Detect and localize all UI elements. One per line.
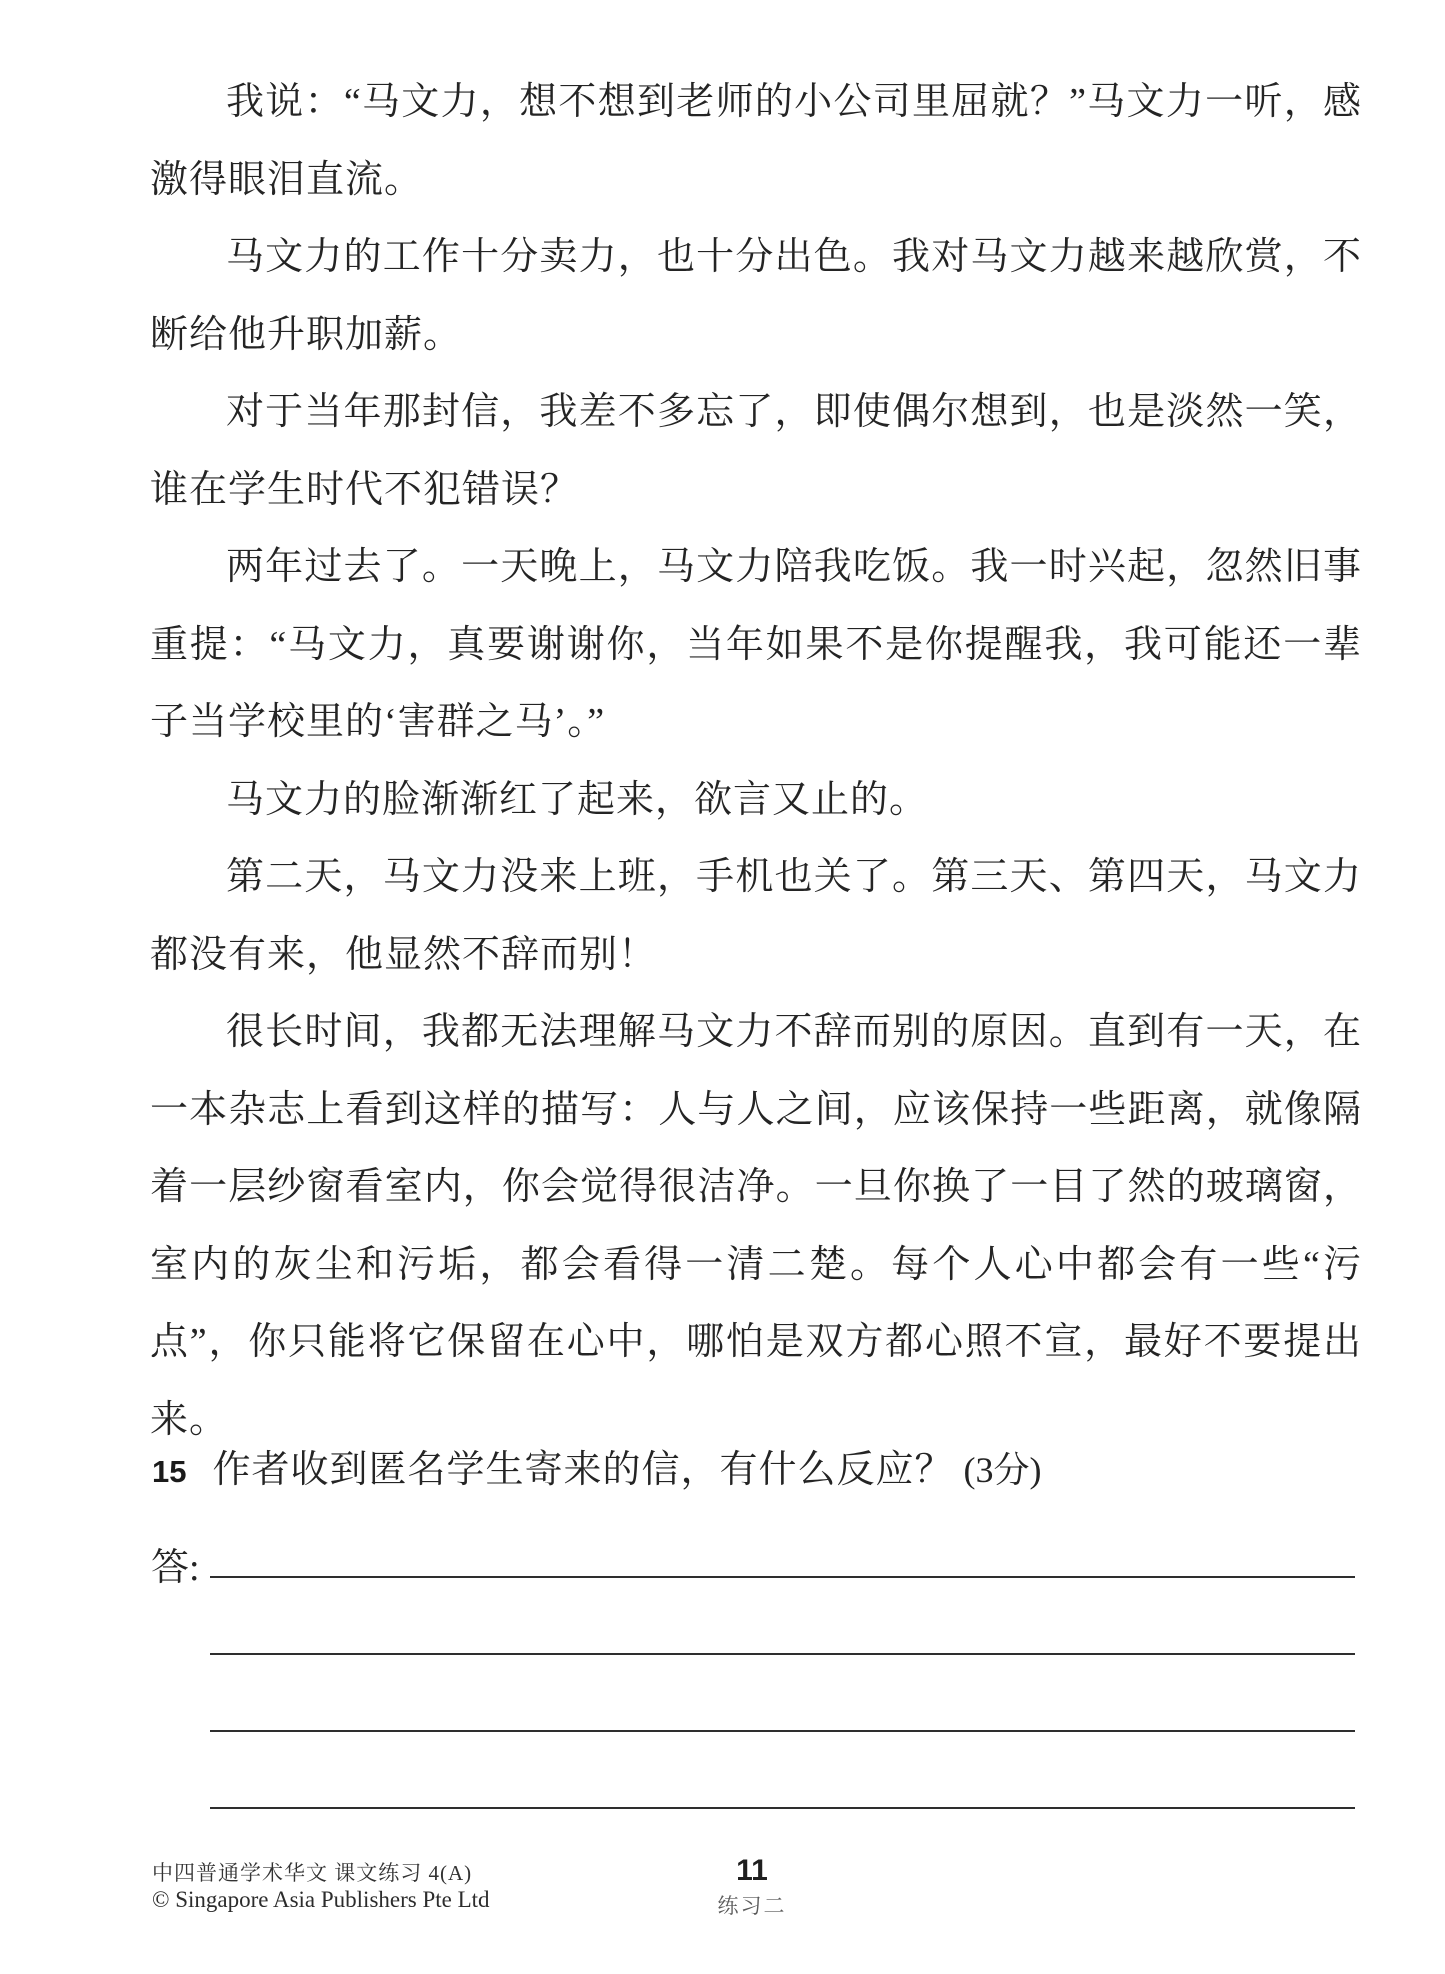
answer-line[interactable] (210, 1653, 1355, 1655)
footer-section-label: 练习二 (717, 1894, 787, 1918)
question-text: 作者收到匿名学生寄来的信，有什么反应？ (212, 1449, 954, 1491)
answer-line[interactable] (210, 1807, 1355, 1809)
answer-lines (210, 1576, 1355, 1887)
footer-copyright: © Singapore Asia Publishers Pte Ltd (152, 1887, 490, 1913)
answer-line[interactable] (210, 1730, 1355, 1732)
question-number: 15 (152, 1454, 187, 1489)
answer-line[interactable] (210, 1576, 1355, 1578)
passage-paragraph: 很长时间，我都无法理解马文力不辞而别的原因。直到有一天，在一本杂志上看到这样的描写：人与人之间，应该保持一些距离，就像隔着一层纱窗看室内，你会觉得很洁净。一旦你换了一目了然的玻璃窗，室内的灰尘和污垢，都会看得一清二楚。每个人心中都会有一些“污点”，你只能将它保留在心中，哪怕是双方都心照不宣，最好不要提出来。 (150, 1011, 1362, 1441)
footer-page-block (718, 1856, 787, 1920)
passage-paragraph: 马文力的工作十分卖力，也十分出色。我对马文力越来越欣赏，不断给他升职加薪。 (150, 236, 1362, 356)
question-marks: (3分) (963, 1450, 1042, 1490)
footer-book-title: 中四普通学术华文 课文练习 4(A) (152, 1861, 473, 1885)
passage-paragraph: 马文力的脸渐渐红了起来，欲言又止的。 (226, 778, 929, 821)
reading-passage (150, 64, 1362, 1459)
passage-paragraph: 第二天，马文力没来上班，手机也关了。第三天、第四天，马文力都没有来，他显然不辞而别！ (150, 856, 1362, 976)
footer-publisher-block (152, 1860, 490, 1915)
passage-paragraph: 两年过去了。一天晚上，马文力陪我吃饭。我一时兴起，忽然旧事重提：“马文力，真要谢谢你，当年如果不是你提醒我，我可能还一辈子当学校里的‘害群之马’。” (150, 546, 1362, 743)
page-number: 11 (736, 1854, 768, 1887)
question-15 (152, 1438, 1372, 1493)
passage-paragraph: 对于当年那封信，我差不多忘了，即使偶尔想到，也是淡然一笑，谁在学生时代不犯错误？ (150, 391, 1362, 511)
passage-paragraph: 我说：“马文力，想不想到老师的小公司里屈就？”马文力一听，感激得眼泪直流。 (150, 81, 1362, 201)
answer-label: 答: (151, 1547, 200, 1589)
